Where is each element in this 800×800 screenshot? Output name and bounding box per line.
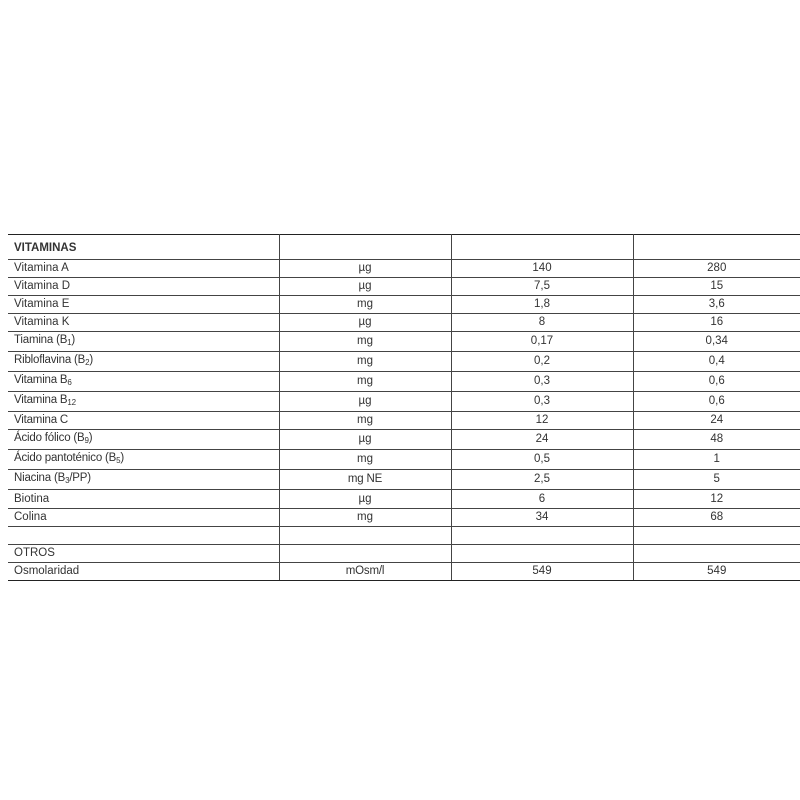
spacer-row: [8, 526, 800, 544]
empty-cell: [8, 526, 279, 544]
unit-cell: µg: [279, 278, 451, 296]
table-row: [8, 278, 800, 296]
unit-cell: mOsm/l: [279, 562, 451, 580]
value-cell-1: 0,5: [451, 450, 633, 470]
value-cell-1: 24: [451, 430, 633, 450]
value-cell-1: 0,17: [451, 332, 633, 352]
value-cell-1: 12: [451, 412, 633, 430]
nutrient-name: Ácido fólico $(B_9)$: [8, 430, 279, 450]
unit-cell: mg: [279, 450, 451, 470]
empty-cell: [451, 235, 633, 260]
empty-cell: [279, 544, 451, 562]
table-row: [8, 372, 800, 392]
unit-cell: µg: [279, 260, 451, 278]
empty-cell: [633, 235, 800, 260]
table-row: [8, 562, 800, 580]
unit-cell: µg: [279, 490, 451, 508]
unit-cell: mg: [279, 332, 451, 352]
value-cell-2: 0,34: [633, 332, 800, 352]
empty-cell: [279, 526, 451, 544]
value-cell-2: 48: [633, 430, 800, 450]
nutrient-name: Vitamina K: [8, 314, 279, 332]
table-row: [8, 296, 800, 314]
unit-cell: mg: [279, 352, 451, 372]
table-row: [8, 490, 800, 508]
empty-cell: [451, 526, 633, 544]
table-row: [8, 430, 800, 450]
section-title-vitaminas: VITAMINAS: [8, 235, 279, 260]
table-row: [8, 470, 800, 490]
unit-cell: mg: [279, 372, 451, 392]
value-cell-2: 549: [633, 562, 800, 580]
nutrient-name: Vitamina $B_{12}$: [8, 392, 279, 412]
section-header-row: [8, 235, 800, 260]
value-cell-1: 140: [451, 260, 633, 278]
value-cell-1: 6: [451, 490, 633, 508]
section-title-otros: OTROS: [8, 544, 279, 562]
nutrient-name: Osmolaridad: [8, 562, 279, 580]
unit-cell: µg: [279, 430, 451, 450]
table-row: [8, 260, 800, 278]
nutrient-name: Vitamina A: [8, 260, 279, 278]
empty-cell: [633, 544, 800, 562]
value-cell-2: 0,6: [633, 392, 800, 412]
nutrient-name: Colina: [8, 508, 279, 526]
value-cell-2: 68: [633, 508, 800, 526]
value-cell-2: 24: [633, 412, 800, 430]
value-cell-1: 1,8: [451, 296, 633, 314]
nutrient-name: Vitamina $B_6$: [8, 372, 279, 392]
table-row: [8, 392, 800, 412]
value-cell-2: 12: [633, 490, 800, 508]
unit-cell: mg: [279, 508, 451, 526]
nutrient-name: Vitamina E: [8, 296, 279, 314]
empty-cell: [451, 544, 633, 562]
unit-cell: mg: [279, 296, 451, 314]
value-cell-2: 15: [633, 278, 800, 296]
nutrient-name: Biotina: [8, 490, 279, 508]
section-header-row: [8, 544, 800, 562]
value-cell-1: 549: [451, 562, 633, 580]
nutrient-name: Ácido pantoténico $(B_5)$: [8, 450, 279, 470]
unit-cell: µg: [279, 392, 451, 412]
nutrient-name: Tiamina $(B_1)$: [8, 332, 279, 352]
nutrition-table: [8, 234, 800, 581]
nutrient-name: Niacina $(B_3/PP)$: [8, 470, 279, 490]
value-cell-2: 1: [633, 450, 800, 470]
empty-cell: [633, 526, 800, 544]
table-row: [8, 508, 800, 526]
nutrient-name: Vitamina D: [8, 278, 279, 296]
nutrient-name: Vitamina C: [8, 412, 279, 430]
value-cell-2: 5: [633, 470, 800, 490]
value-cell-1: 0,3: [451, 372, 633, 392]
value-cell-1: 0,3: [451, 392, 633, 412]
value-cell-1: 8: [451, 314, 633, 332]
empty-cell: [279, 235, 451, 260]
table-row: [8, 412, 800, 430]
table-row: [8, 352, 800, 372]
table-row: [8, 450, 800, 470]
value-cell-1: 0,2: [451, 352, 633, 372]
table-row: [8, 332, 800, 352]
table-row: [8, 314, 800, 332]
value-cell-1: 7,5: [451, 278, 633, 296]
value-cell-1: 34: [451, 508, 633, 526]
value-cell-2: 0,6: [633, 372, 800, 392]
value-cell-1: 2,5: [451, 470, 633, 490]
value-cell-2: 3,6: [633, 296, 800, 314]
value-cell-2: 280: [633, 260, 800, 278]
unit-cell: µg: [279, 314, 451, 332]
unit-cell: mg NE: [279, 470, 451, 490]
unit-cell: mg: [279, 412, 451, 430]
nutrient-name: Ribloflavina $(B_2)$: [8, 352, 279, 372]
value-cell-2: 16: [633, 314, 800, 332]
value-cell-2: 0,4: [633, 352, 800, 372]
